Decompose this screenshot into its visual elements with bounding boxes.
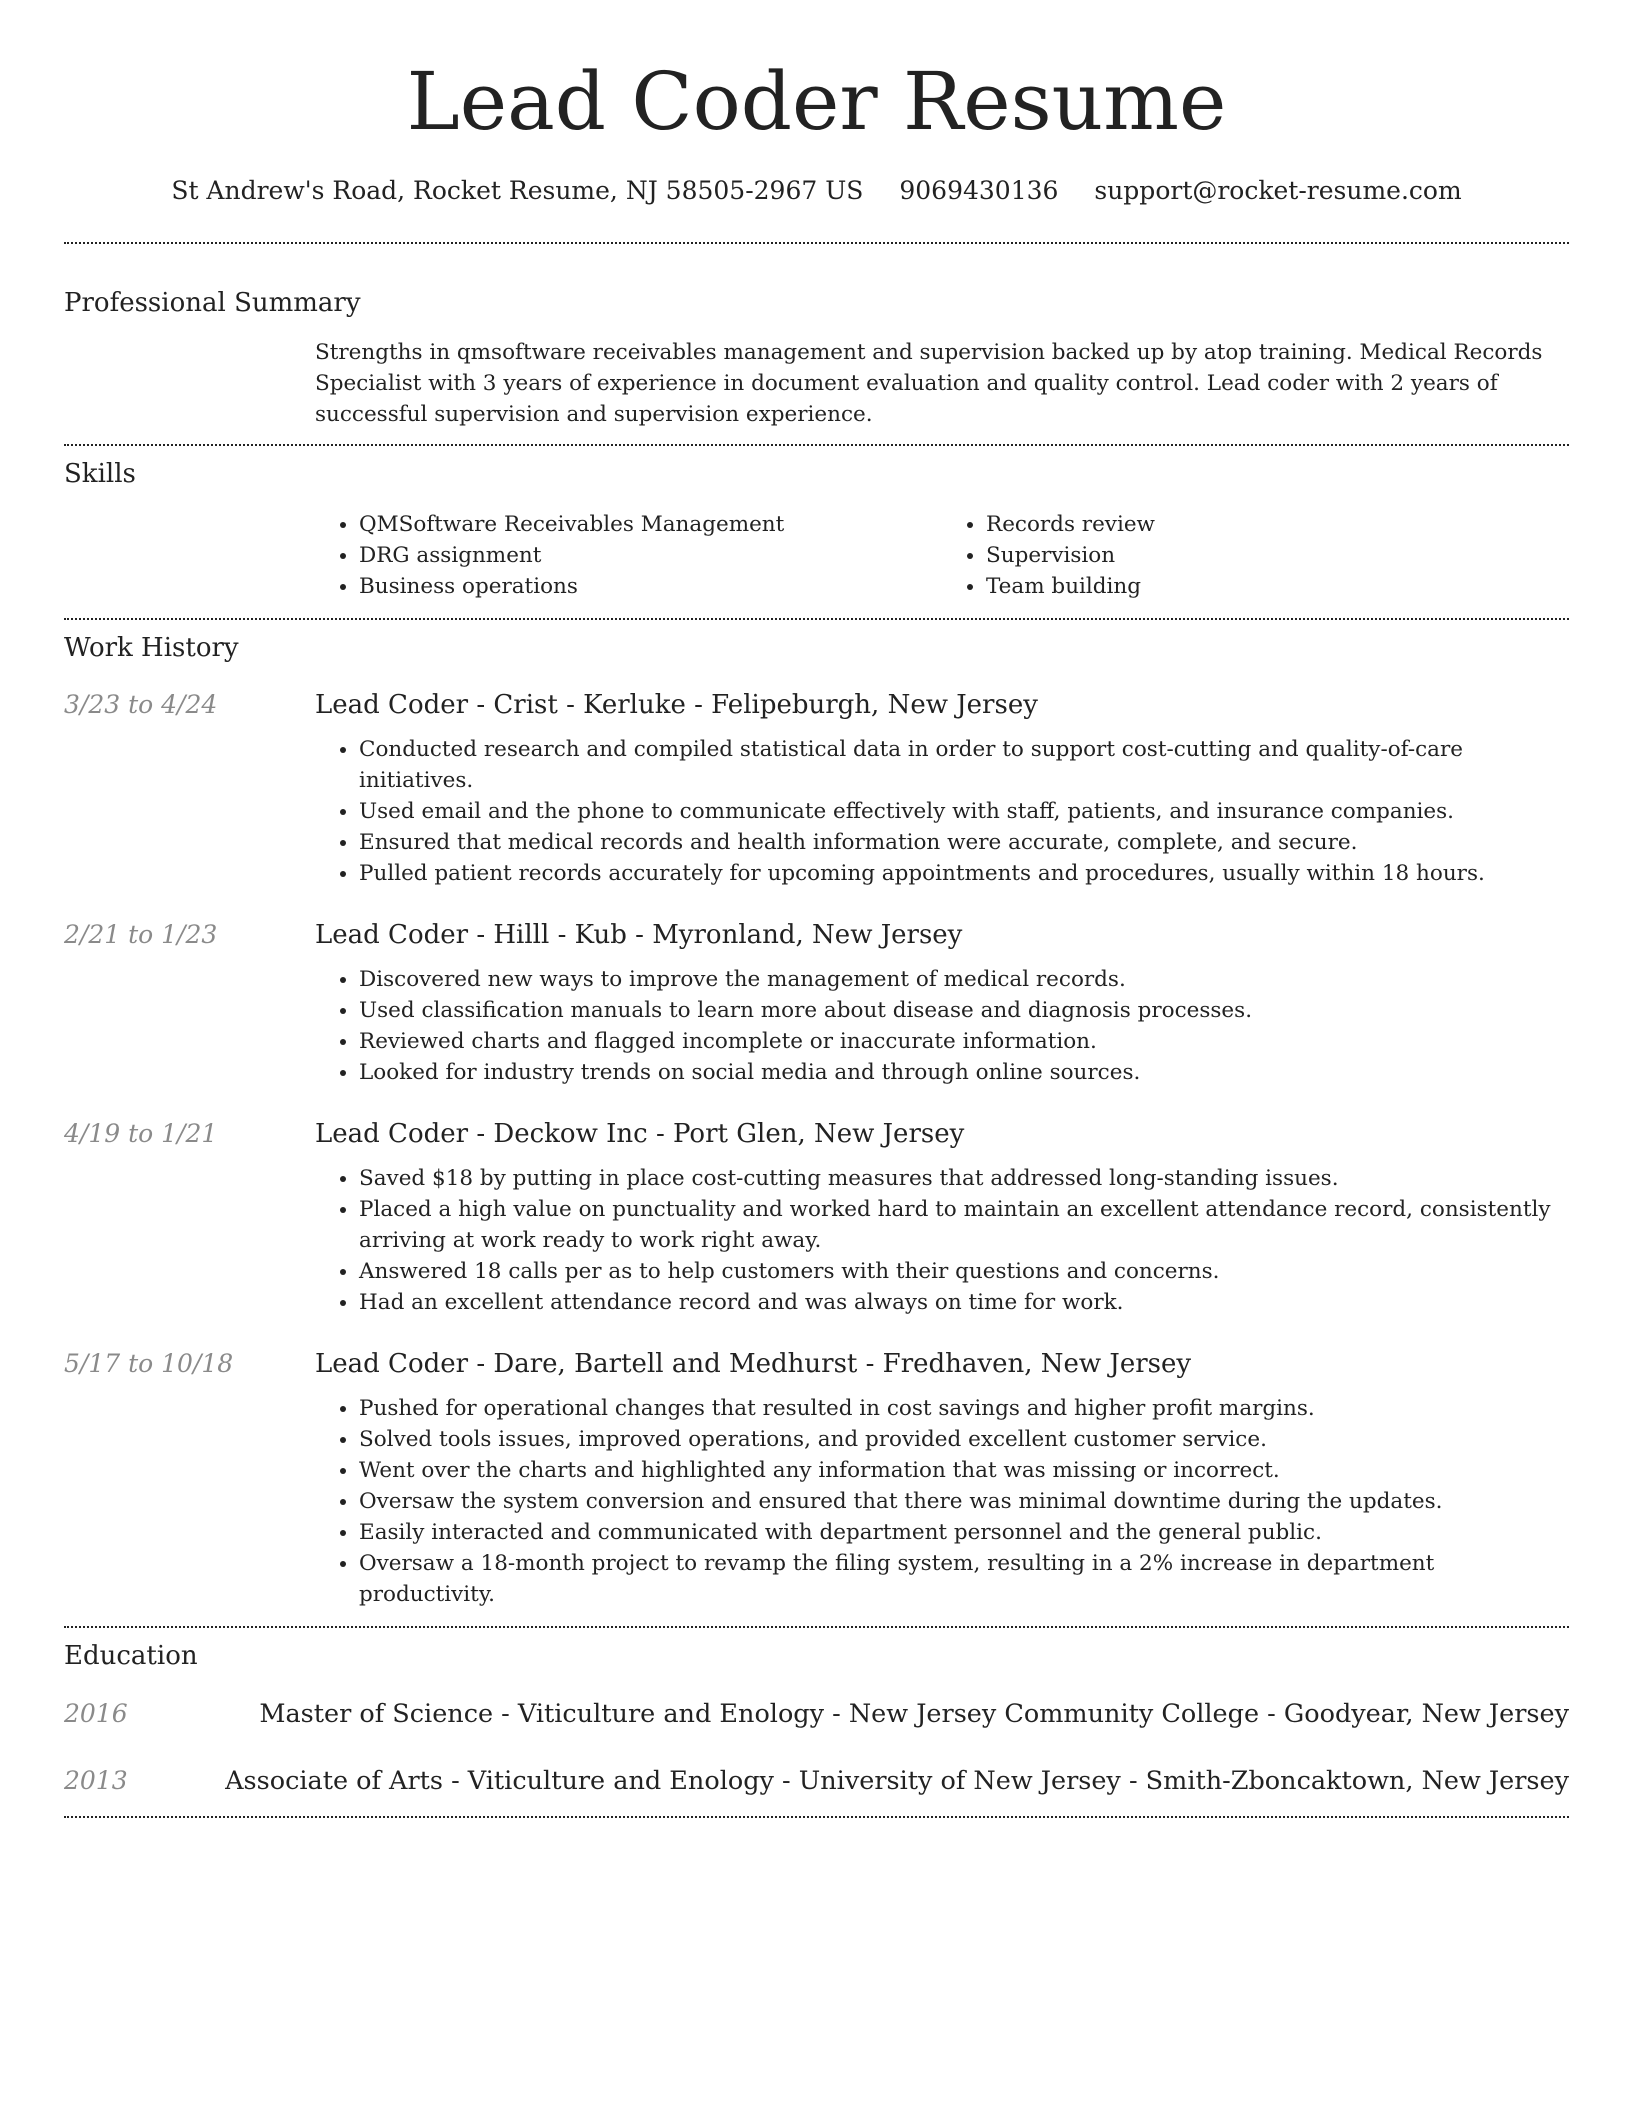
contact-address: St Andrew's Road, Rocket Resume, NJ 58505-2967 US (171, 176, 864, 205)
skills-list-left (315, 509, 942, 602)
job-bullets (315, 964, 1569, 1088)
skill-item: • Records review (986, 509, 1569, 540)
job-bullet: • Looked for industry trends on social media and through online sources. (359, 1057, 1569, 1088)
job-date: 2/21 to 1/23 (64, 920, 218, 949)
education-date: 2013 (64, 1766, 128, 1795)
job-bullet: • Oversaw a 18-month project to revamp the filing system, resulting in a 2% increase in department productivity. (359, 1548, 1569, 1610)
job-bullet: • Went over the charts and highlighted any information that was missing or incorrect. (359, 1455, 1569, 1486)
job-body (315, 1117, 1569, 1318)
job-bullet: • Saved $18 by putting in place cost-cutting measures that addressed long-standing issues. (359, 1163, 1569, 1194)
divider (64, 1626, 1569, 1628)
skill-item: • DRG assignment (359, 540, 942, 571)
section-title-work-history: Work History (64, 633, 239, 663)
job-bullet: • Used classification manuals to learn more about disease and diagnosis processes. (359, 995, 1569, 1026)
job-heading: Lead Coder - Crist - Kerluke - Felipeburgh, New Jersey (315, 690, 1038, 720)
work-history-section (64, 631, 1569, 1610)
education-text: Master of Science - Viticulture and Enology - New Jersey Community College - Goodyear, New Jersey (259, 1699, 1569, 1729)
job-bullets (315, 1163, 1569, 1318)
skill-item: • Team building (986, 571, 1569, 602)
job-bullet: • Pushed for operational changes that resulted in cost savings and higher profit margins. (359, 1393, 1569, 1424)
job-bullet: • Placed a high value on punctuality and worked hard to maintain an excellent attendance record, consistently arriving at work ready to work right away. (359, 1194, 1569, 1256)
job-heading: Lead Coder - Dare, Bartell and Medhurst - Fredhaven, New Jersey (315, 1349, 1192, 1379)
resume-title: Lead Coder Resume (406, 55, 1227, 148)
job-bullet: • Reviewed charts and flagged incomplete or inaccurate information. (359, 1026, 1569, 1057)
skills-grid (315, 509, 1569, 602)
job-bullet: • Answered 18 calls per as to help customers with their questions and concerns. (359, 1256, 1569, 1287)
skills-list-right (942, 509, 1569, 602)
job-date: 3/23 to 4/24 (64, 690, 218, 719)
job-bullet: • Had an excellent attendance record and was always on time for work. (359, 1287, 1569, 1318)
education-text: Associate of Arts - Viticulture and Enology - University of New Jersey - Smith-Zboncaktown, New Jersey (225, 1766, 1569, 1796)
job-bullet: • Solved tools issues, improved operations, and provided excellent customer service. (359, 1424, 1569, 1455)
job-heading: Lead Coder - Hilll - Kub - Myronland, New Jersey (315, 920, 963, 950)
divider (64, 242, 1569, 244)
skill-item: • Supervision (986, 540, 1569, 571)
skill-item: • Business operations (359, 571, 942, 602)
job-bullet: • Conducted research and compiled statistical data in order to support cost-cutting and quality-of-care initiatives. (359, 734, 1569, 796)
job-entry (64, 688, 1569, 889)
job-body (315, 1347, 1569, 1610)
contact-phone: 9069430136 (899, 176, 1059, 205)
job-date: 5/17 to 10/18 (64, 1349, 234, 1378)
section-title-skills: Skills (64, 459, 136, 489)
job-bullets (315, 1393, 1569, 1610)
education-section (64, 1639, 1569, 1798)
job-bullet: • Pulled patient records accurately for upcoming appointments and procedures, usually within 18 hours. (359, 858, 1569, 889)
job-body (315, 688, 1569, 889)
divider (64, 1816, 1569, 1818)
job-bullet: • Oversaw the system conversion and ensured that there was minimal downtime during the updates. (359, 1486, 1569, 1517)
job-bullets (315, 734, 1569, 889)
education-entry (64, 1697, 1569, 1731)
summary-section (64, 286, 1569, 430)
job-bullet: • Ensured that medical records and health information were accurate, complete, and secure. (359, 827, 1569, 858)
divider (64, 618, 1569, 620)
job-bullet: • Easily interacted and communicated with department personnel and the general public. (359, 1517, 1569, 1548)
job-date: 4/19 to 1/21 (64, 1119, 218, 1148)
contact-line (64, 174, 1569, 208)
summary-text: Strengths in qmsoftware receivables management and supervision backed up by atop training. Medical Records Specialist with 3 years of experience in document evaluation and quality control. Lead coder with 2 years of successful supervision and supervision experience. (315, 340, 1543, 427)
education-entry (64, 1764, 1569, 1798)
skill-item: • QMSoftware Receivables Management (359, 509, 942, 540)
job-entry (64, 918, 1569, 1088)
section-title-education: Education (64, 1641, 198, 1671)
job-heading: Lead Coder - Deckow Inc - Port Glen, New Jersey (315, 1119, 965, 1149)
section-title-summary: Professional Summary (64, 288, 361, 318)
education-date: 2016 (64, 1699, 128, 1728)
job-entry (64, 1117, 1569, 1318)
job-body (315, 918, 1569, 1088)
job-bullet: • Discovered new ways to improve the management of medical records. (359, 964, 1569, 995)
resume-page (64, 0, 1569, 1818)
job-bullet: • Used email and the phone to communicate effectively with staff, patients, and insurance companies. (359, 796, 1569, 827)
divider (64, 444, 1569, 446)
job-entry (64, 1347, 1569, 1610)
contact-email: support@rocket-resume.com (1094, 176, 1462, 205)
skills-section (64, 457, 1569, 602)
